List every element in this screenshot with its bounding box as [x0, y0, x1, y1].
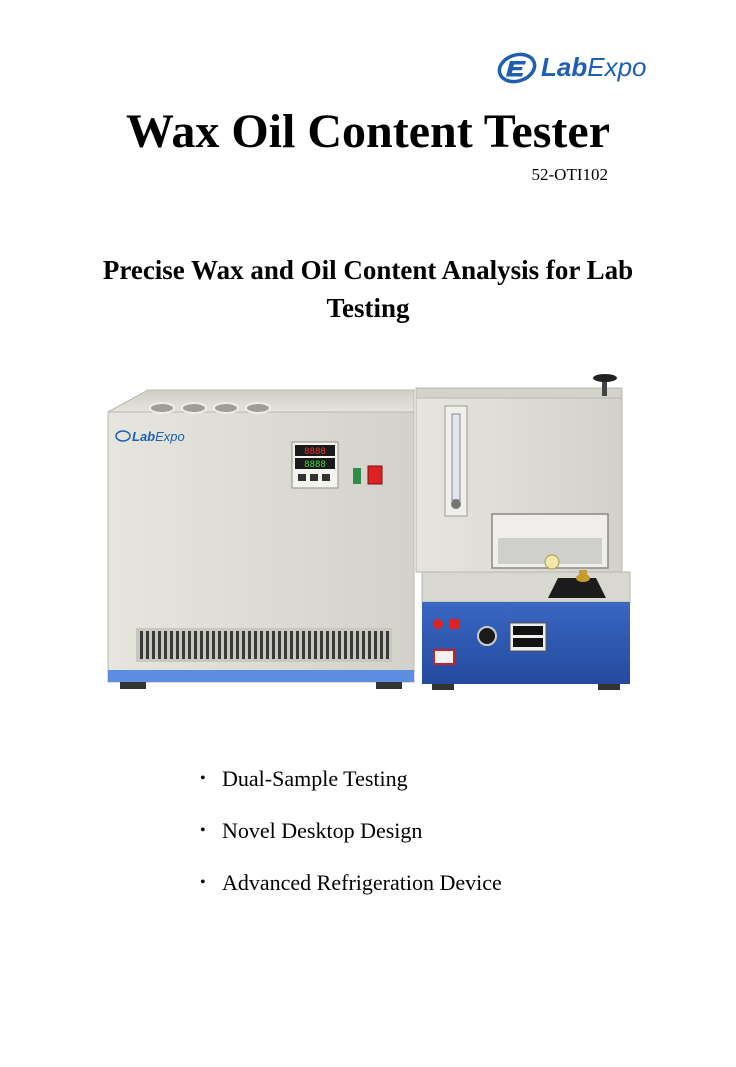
vent-slot — [236, 631, 239, 659]
vent-slot — [164, 631, 167, 659]
vent-slot — [152, 631, 155, 659]
feature-text: Dual-Sample Testing — [222, 766, 408, 791]
bullet-icon: • — [200, 822, 206, 839]
cooling-bath-window — [492, 514, 608, 569]
vent-slot — [374, 631, 377, 659]
vent-slot — [188, 631, 191, 659]
tester-foot-right — [598, 684, 620, 690]
feature-item — [200, 764, 502, 816]
vent-slot — [356, 631, 359, 659]
vent-slot — [218, 631, 221, 659]
page-title: Wax Oil Content Tester — [125, 105, 610, 158]
vent-slot — [290, 631, 293, 659]
vent-slot — [230, 631, 233, 659]
vent-slot — [362, 631, 365, 659]
device-logo-strong: Lab — [132, 429, 156, 444]
vent-slot — [140, 631, 143, 659]
vent-slot — [326, 631, 329, 659]
vent-slot — [260, 631, 263, 659]
feature-item — [200, 868, 502, 920]
refrigeration-unit — [108, 390, 414, 689]
vent-slot — [296, 631, 299, 659]
vent-slot — [170, 631, 173, 659]
vent-slot — [314, 631, 317, 659]
vent-slot — [338, 631, 341, 659]
refrigeration-base-strip — [108, 670, 414, 682]
vent-slot — [266, 631, 269, 659]
product-photo — [96, 366, 644, 712]
foot-left — [120, 682, 146, 689]
bullet-icon: • — [200, 770, 206, 787]
tester-foot-left — [432, 684, 454, 690]
vent-slot — [350, 631, 353, 659]
vent-slot — [254, 631, 257, 659]
vent-slot — [182, 631, 185, 659]
vent-slot — [302, 631, 305, 659]
device-logo-rest: Expo — [155, 429, 185, 444]
vent-slot — [212, 631, 215, 659]
controller-display-top: 8888 — [304, 447, 326, 457]
feature-list — [200, 764, 502, 920]
vent-slot — [242, 631, 245, 659]
vent-slot — [344, 631, 347, 659]
labexpo-logo-icon — [497, 52, 541, 84]
temperature-controller — [292, 442, 338, 488]
tester-unit — [416, 374, 630, 690]
logo-wordmark-rest: Expo — [587, 52, 647, 82]
vent-slot — [248, 631, 251, 659]
vent-slot — [224, 631, 227, 659]
vent-slot — [368, 631, 371, 659]
bullet-icon: • — [200, 874, 206, 891]
vent-slot — [206, 631, 209, 659]
vent-slot — [194, 631, 197, 659]
logo-wordmark — [541, 52, 647, 82]
red-switch — [368, 466, 382, 484]
brand-logo — [497, 50, 677, 88]
foot-right — [376, 682, 402, 689]
feature-text: Novel Desktop Design — [222, 818, 423, 843]
power-indicator — [353, 468, 361, 484]
svg-text:LabExpo — [132, 429, 185, 444]
controller-display-bottom: 8888 — [304, 460, 326, 470]
ventilation-grille — [136, 628, 392, 662]
flowmeter — [445, 406, 467, 516]
vent-slot — [176, 631, 179, 659]
vent-slot — [308, 631, 311, 659]
vent-slot — [386, 631, 389, 659]
vent-slot — [146, 631, 149, 659]
model-number: 52-OTI102 — [531, 165, 608, 184]
feature-text: Advanced Refrigeration Device — [222, 870, 502, 895]
logo-wordmark-strong: Lab — [541, 52, 588, 82]
subtitle: Precise Wax and Oil Content Analysis for Lab Testing — [102, 255, 634, 323]
vent-slot — [284, 631, 287, 659]
vent-slot — [332, 631, 335, 659]
feature-item — [200, 816, 502, 868]
vent-slot — [200, 631, 203, 659]
vent-slot — [272, 631, 275, 659]
vent-slot — [380, 631, 383, 659]
vent-slot — [320, 631, 323, 659]
vent-slot — [158, 631, 161, 659]
vent-slot — [278, 631, 281, 659]
